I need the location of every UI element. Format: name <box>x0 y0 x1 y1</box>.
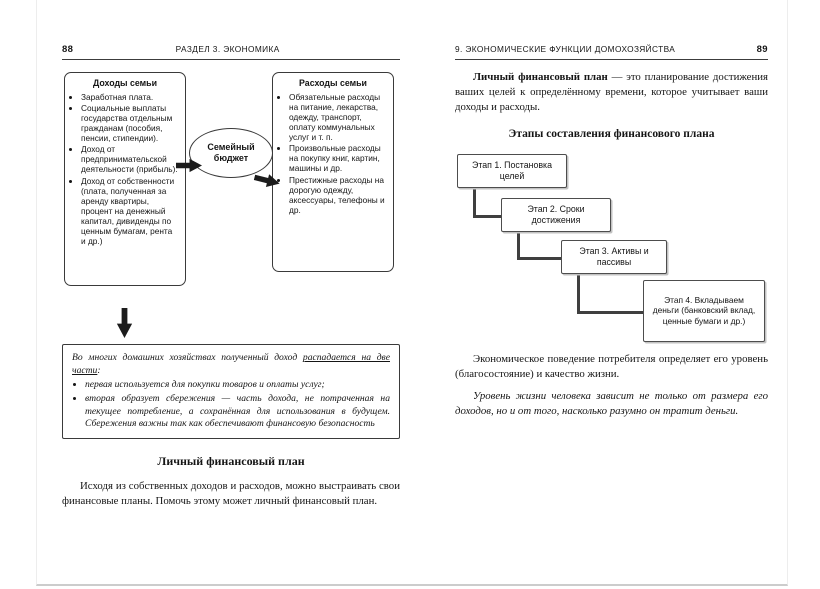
right-page-number: 89 <box>756 44 768 55</box>
budget-ellipse-line2: бюджет <box>213 153 249 163</box>
right-running-head: 9. ЭКОНОМИЧЕСКИЕ ФУНКЦИИ ДОМОХОЗЯЙСТВА <box>455 44 676 54</box>
left-running-head: РАЗДЕЛ 3. ЭКОНОМИКА <box>175 44 280 54</box>
income-item: • Социальные выплаты государства отдельным гражданам (пособия, пенсии, стипендии). <box>81 103 179 143</box>
income-item: • Доход от собственности (плата, полученная за аренду квартиры, процент на денежный капитал, дивиденды по ценным бумагам, рента и др.) <box>81 176 179 247</box>
stage-box-2: Этап 2. Сроки достижения <box>501 198 611 232</box>
left-page <box>62 44 400 517</box>
intro-bold-term: Личный финансовый план <box>473 71 608 83</box>
expense-list <box>279 92 387 215</box>
left-body-paragraph: Исходя из собственных доходов и расходов, можно выстраивать свои финансовые планы. Помочь этому может личный финансовый план. <box>62 479 400 507</box>
expense-box <box>272 72 394 272</box>
living-standard-note: Уровень жизни человека зависит не только от размера его доходов, но и от того, насколько разумно он тратит деньги. <box>455 390 768 418</box>
stage-connector-line <box>577 272 648 314</box>
expense-box-title: Расходы семьи <box>299 78 367 88</box>
income-list <box>71 92 179 247</box>
arrow-down-icon <box>116 308 133 338</box>
stage-box-1: Этап 1. Постановка целей <box>457 154 567 188</box>
budget-ellipse-line1: Семейный <box>207 142 255 153</box>
income-box <box>64 72 186 286</box>
right-running-header <box>455 44 768 60</box>
plan-stages-diagram <box>455 152 768 352</box>
stages-heading: Этапы составления финансового плана <box>508 127 715 140</box>
note-list <box>72 379 390 431</box>
income-box-title: Доходы семьи <box>93 78 157 88</box>
note-intro-colon: : <box>97 364 101 376</box>
right-page <box>455 44 768 427</box>
note-item: • вторая образует сбережения — часть дохода, не потраченная на текущее потребление, а сохранённая для использования в будущем. Сбережения важны так как обеспечивают финансовую безопасность <box>85 393 390 431</box>
intro-rest: — это планирование достижения ваших целей к определённому времени, которое учитывает ваши доходы и расходы. <box>455 71 768 113</box>
family-budget-diagram <box>62 72 400 302</box>
personal-plan-heading: Личный финансовый план <box>157 453 305 468</box>
income-item: • Заработная плата. <box>81 92 179 102</box>
savings-note-box <box>62 344 400 439</box>
stage-box-4: Этап 4. Вкладываем деньги (банковский вклад, ценные бумаги и др.) <box>643 280 765 342</box>
family-budget-ellipse <box>189 128 273 178</box>
income-item: • Доход от предпринимательской деятельности (прибыль). <box>81 144 179 174</box>
note-intro: Во многих домашних хозяйствах полученный доход <box>72 352 303 363</box>
stage-box-3: Этап 3. Активы и пассивы <box>561 240 667 274</box>
expense-item: • Произвольные расходы на покупку книг, картин, машины и др. <box>289 143 387 173</box>
intro-paragraph <box>455 70 768 115</box>
stage-connector-line <box>517 230 566 260</box>
expense-item: • Престижные расходы на дорогую одежду, аксессуары, телефоны и др. <box>289 175 387 215</box>
expense-item: • Обязательные расходы на питание, лекарства, одежду, транспорт, оплату коммунальных услуг и т. п. <box>289 92 387 143</box>
note-item: • первая используется для покупки товаров и оплаты услуг; <box>85 379 390 392</box>
left-page-number: 88 <box>62 44 74 55</box>
note-intro-underlined: распадается на две части <box>72 352 390 376</box>
behavior-paragraph: Экономическое поведение потребителя определяет его уровень (благосостояние) и качество жизни. <box>455 352 768 380</box>
left-running-header <box>62 44 400 60</box>
